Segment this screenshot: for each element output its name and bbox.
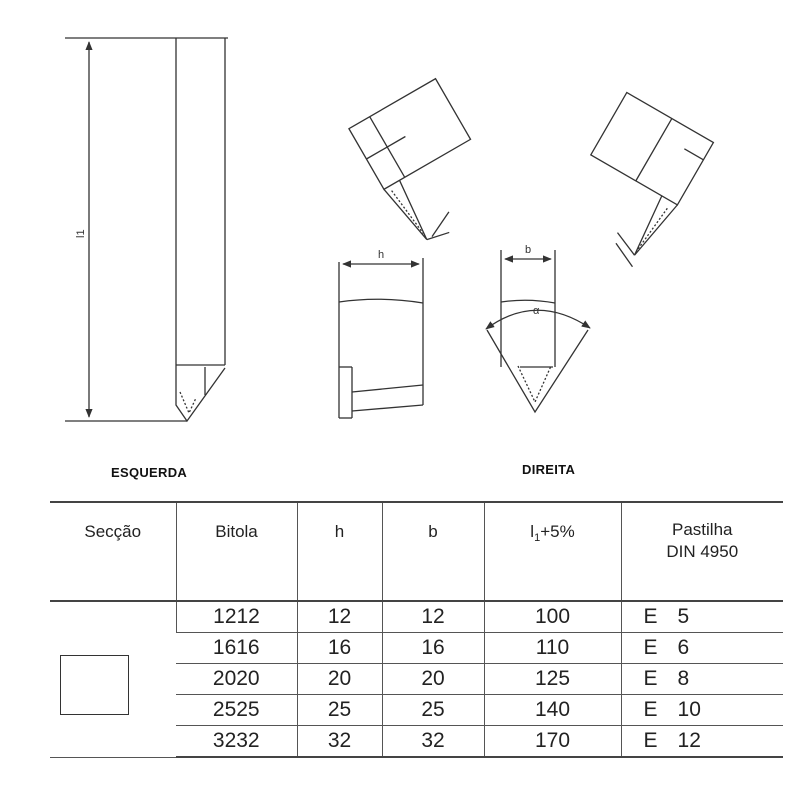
header-seccao: Secção <box>50 502 176 601</box>
cell-bitola: 1212 <box>176 601 297 633</box>
header-b: b <box>382 502 484 601</box>
header-bitola: Bitola <box>176 502 297 601</box>
cell-h: 32 <box>297 726 382 758</box>
cell-b: 20 <box>382 664 484 695</box>
cell-l1: 100 <box>484 601 621 633</box>
table-body <box>50 601 783 757</box>
caption-esquerda: ESQUERDA <box>111 465 188 480</box>
square-section-icon <box>60 655 129 715</box>
header-h: h <box>297 502 382 601</box>
cell-bitola: 3232 <box>176 726 297 758</box>
cell-h: 12 <box>297 601 382 633</box>
tool-head-top-left <box>349 79 506 250</box>
cell-l1: 140 <box>484 695 621 726</box>
tool-head-top-right <box>553 93 714 271</box>
label-h: h <box>378 249 385 261</box>
label-l1: l1 <box>75 229 87 238</box>
label-b: b <box>525 244 532 256</box>
cell-h: 25 <box>297 695 382 726</box>
cell-b: 25 <box>382 695 484 726</box>
cell-b: 32 <box>382 726 484 758</box>
header-l1: $l_1+5\%$ <box>484 502 621 601</box>
cell-l1: 125 <box>484 664 621 695</box>
cell-pastilha: E 6 <box>621 633 783 664</box>
cell-bitola: 2020 <box>176 664 297 695</box>
tool-angle-view <box>486 250 590 412</box>
cell-bitola: 1616 <box>176 633 297 664</box>
header-pastilha: Pastilha DIN 4950 <box>621 502 783 601</box>
label-alpha: α <box>533 305 540 317</box>
cell-l1: 170 <box>484 726 621 758</box>
section-cell <box>50 601 176 757</box>
cell-bitola: 2525 <box>176 695 297 726</box>
cell-h: 20 <box>297 664 382 695</box>
cell-pastilha: E 10 <box>621 695 783 726</box>
cell-pastilha: E 5 <box>621 601 783 633</box>
cell-b: 16 <box>382 633 484 664</box>
cell-h: 16 <box>297 633 382 664</box>
cell-b: 12 <box>382 601 484 633</box>
tool-front-view <box>339 258 423 418</box>
cell-l1: 110 <box>484 633 621 664</box>
cell-pastilha: E 12 <box>621 726 783 758</box>
cell-pastilha: E 8 <box>621 664 783 695</box>
caption-direita: DIREITA <box>522 462 576 477</box>
table-row <box>50 601 783 633</box>
table-header-row <box>50 502 783 601</box>
dimensions-table <box>50 501 783 758</box>
